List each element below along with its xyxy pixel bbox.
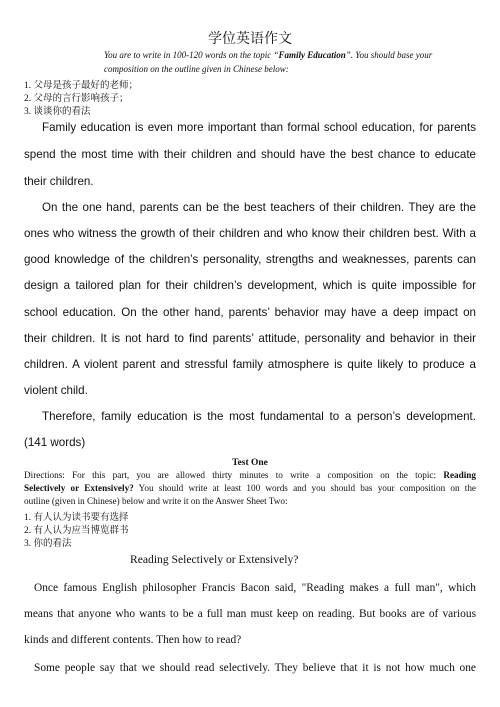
essay-line: Once famous English philosopher Francis Bacon said, "Reading makes a full man", which: [34, 582, 476, 594]
essay-line: Family education is even more important than formal school education, for parents: [42, 121, 476, 134]
intro-topic: Family Education: [278, 50, 346, 60]
intro-text-after: ”. You should base your: [345, 50, 433, 60]
essay-line: kinds and different contents. Then how to read?: [24, 634, 242, 646]
directions-text: Directions: For this part, you are allowed thirty minutes to write a composition on the topic:: [24, 470, 444, 480]
directions-line-1: [24, 470, 476, 480]
intro-line-2: composition on the outline given in Chinese below:: [104, 64, 289, 74]
word-count: (141 words): [24, 436, 86, 449]
directions-topic: Selectively or Extensively?: [24, 483, 134, 493]
directions-text: You should write at least 100 words and you should bas your composition on the: [133, 483, 477, 493]
outline-item: 2. 父母的言行影响孩子；: [24, 94, 129, 104]
essay-line: children. A violent parent and stressful family atmosphere is quite likely to produce a: [24, 358, 476, 371]
outline-item: 1. 父母是孩子最好的老师；: [24, 81, 139, 91]
document-title: 学位英语作文: [208, 32, 292, 47]
test-outline-item: 1. 有人认为读书要有选择: [24, 513, 129, 523]
essay-line: their children. It is not hard to find parents’ attitude, personality and behavior in their: [24, 332, 476, 345]
essay-line: design a tailored plan for their children’s development, which is quite impossible for: [24, 279, 476, 292]
test-outline-item: 3. 你的看法: [24, 539, 72, 549]
essay-line: means that anyone who wants to be a full man must keep on reading. But books are of various: [24, 608, 476, 620]
essay-line: school education. On the other hand, parents’ behavior may have a deep impact on: [24, 306, 476, 319]
test-outline-item: 2. 有人认为应当博览群书: [24, 526, 129, 536]
essay-title: Reading Selectively or Extensively?: [130, 553, 299, 566]
essay-line: Therefore, family education is the most fundamental to a person’s development.: [42, 410, 476, 423]
intro-line-1: [104, 50, 432, 60]
essay-line: their children.: [24, 175, 94, 188]
directions-line-2: [24, 483, 476, 493]
intro-text-before: You are to write in 100-120 words on the topic “: [104, 50, 279, 60]
essay-line: ones who witness the growth of their children and who know their children best. With a: [24, 227, 476, 240]
essay-line: violent child.: [24, 384, 88, 397]
directions-line-3: outline (given in Chinese) below and write it on the Answer Sheet Two:: [24, 496, 288, 506]
outline-item: 3. 谈谈你的看法: [24, 107, 91, 117]
essay-line: good knowledge of the children’s personality, strengths and weaknesses, parents can: [24, 253, 476, 266]
test-title: Test One: [232, 458, 268, 468]
essay-line: On the one hand, parents can be the best teachers of their children. They are the: [42, 201, 476, 214]
essay-line: spend the most time with their children and should have the best chance to educate: [24, 148, 476, 161]
directions-topic: Reading: [443, 470, 476, 480]
essay-line: Some people say that we should read selectively. They believe that it is not how much one: [34, 662, 476, 674]
